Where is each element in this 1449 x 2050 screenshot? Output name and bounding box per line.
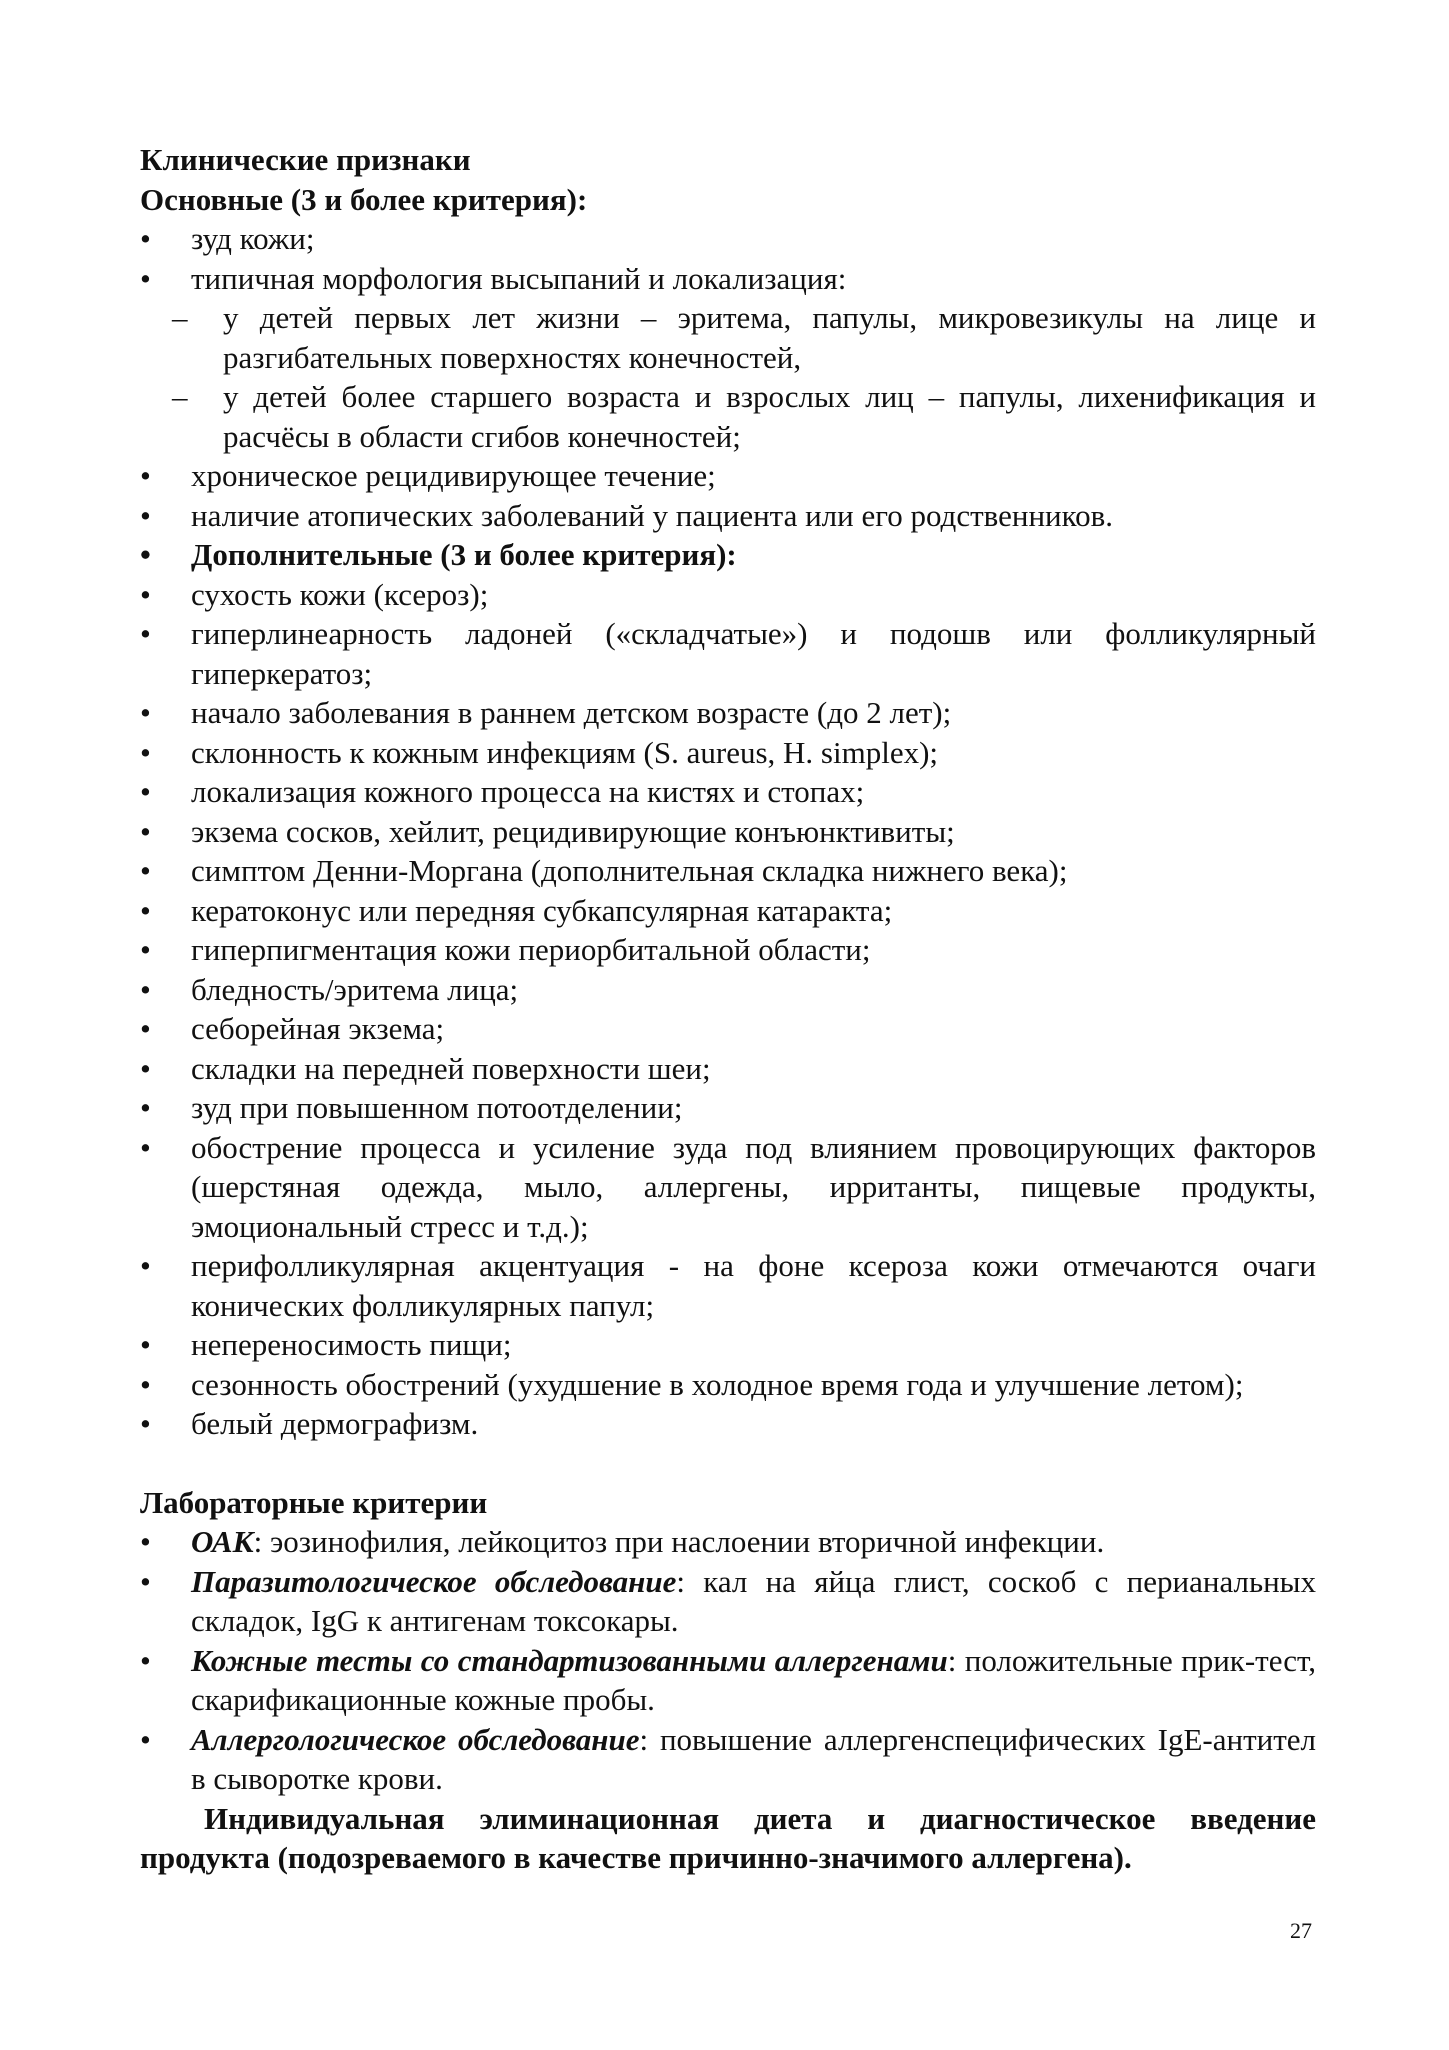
- section-heading: Клинические признаки: [140, 142, 471, 177]
- lab-item-parasitology: [140, 1562, 1316, 1641]
- lab-term: ОАК: [191, 1524, 254, 1559]
- list-item: • себорейная экзема;: [140, 1009, 1316, 1049]
- list-item: • гиперпигментация кожи периорбитальной области;: [140, 930, 1316, 970]
- list-item: • зуд кожи;: [140, 219, 1316, 259]
- lab-term: Аллергологическое обследование: [191, 1721, 640, 1757]
- additional-criteria-header: • Дополнительные (3 и более критерия):: [140, 535, 1316, 575]
- list-item: • бледность/эритема лица;: [140, 970, 1316, 1010]
- list-item: • экзема сосков, хейлит, рецидивирующие конъюнктивиты;: [140, 812, 1316, 852]
- list-item: • складки на передней поверхности шеи;: [140, 1049, 1316, 1089]
- final-paragraph: Индивидуальная элиминационная диета и диагностическое введение продукта (подозреваемого в качестве причинно-значимого аллергена).: [140, 1800, 1316, 1875]
- list-item: • начало заболевания в раннем детском возрасте (до 2 лет);: [140, 693, 1316, 733]
- list-item: • зуд при повышенном потоотделении;: [140, 1088, 1316, 1128]
- lab-text: : положительные прик-тест, скарификационные кожные пробы.: [191, 1642, 1316, 1717]
- main-criteria-list: [140, 219, 1316, 298]
- list-item: • сезонность обострений (ухудшение в холодное время года и улучшение летом);: [140, 1365, 1316, 1405]
- lab-term: Паразитологическое обследование: [191, 1563, 677, 1599]
- lab-text: : кал на яйца глист, соскоб с перианальных складок, IgG к антигенам токсокары.: [191, 1563, 1316, 1638]
- list-item: • обострение процесса и усиление зуда под влиянием провоцирующих факторов (шерстяная одежда, мыло, аллергены, ирританты, пищевые продукты, эмоциональный стресс и т.д.);: [140, 1128, 1316, 1247]
- sub-list-item: – у детей первых лет жизни – эритема, папулы, микровезикулы на лице и разгибательных поверхностях конечностей,: [172, 298, 1316, 377]
- list-item: • сухость кожи (ксероз);: [140, 575, 1316, 615]
- spacer: [140, 1444, 1316, 1483]
- lab-item-allergology: [140, 1720, 1316, 1799]
- lab-text: : повышение аллергенспецифических IgE-антител в сыворотке крови.: [191, 1721, 1316, 1796]
- page-number: 27: [1290, 1918, 1312, 1943]
- lab-text: : эозинофилия, лейкоцитоз при наслоении вторичной инфекции.: [253, 1524, 1105, 1559]
- lab-criteria-header: Лабораторные критерии: [140, 1484, 488, 1520]
- morphology-sublist: [172, 298, 1316, 456]
- list-item: • гиперлинеарность ладоней («складчатые») и подошв или фолликулярный гиперкератоз;: [140, 614, 1316, 693]
- list-item: • хроническое рецидивирующее течение;: [140, 456, 1316, 496]
- list-item: • склонность к кожным инфекциям (S. aureus, H. simplex);: [140, 733, 1316, 773]
- list-item: • симптом Денни-Моргана (дополнительная складка нижнего века);: [140, 851, 1316, 891]
- lab-item-oak: [140, 1522, 1316, 1562]
- sub-list-item: – у детей более старшего возраста и взрослых лиц – папулы, лихенификация и расчёсы в области сгибов конечностей;: [172, 377, 1316, 456]
- main-criteria-header: Основные (3 и более критерия):: [140, 181, 588, 217]
- main-criteria-list-cont: [140, 456, 1316, 1444]
- list-item: • локализация кожного процесса на кистях и стопах;: [140, 772, 1316, 812]
- list-item: • перифолликулярная акцентуация - на фоне ксероза кожи отмечаются очаги конических фолликулярных папул;: [140, 1246, 1316, 1325]
- list-item: • непереносимость пищи;: [140, 1325, 1316, 1365]
- lab-term: Кожные тесты со стандартизованными аллергенами: [191, 1642, 948, 1678]
- list-item: • кератоконус или передняя субкапсулярная катаракта;: [140, 891, 1316, 931]
- page-content: [140, 140, 1316, 1878]
- list-item: • белый дермографизм.: [140, 1404, 1316, 1444]
- lab-item-skin-tests: [140, 1641, 1316, 1720]
- list-item: • наличие атопических заболеваний у пациента или его родственников.: [140, 496, 1316, 536]
- lab-criteria-list: [140, 1522, 1316, 1799]
- list-item: • типичная морфология высыпаний и локализация:: [140, 259, 1316, 299]
